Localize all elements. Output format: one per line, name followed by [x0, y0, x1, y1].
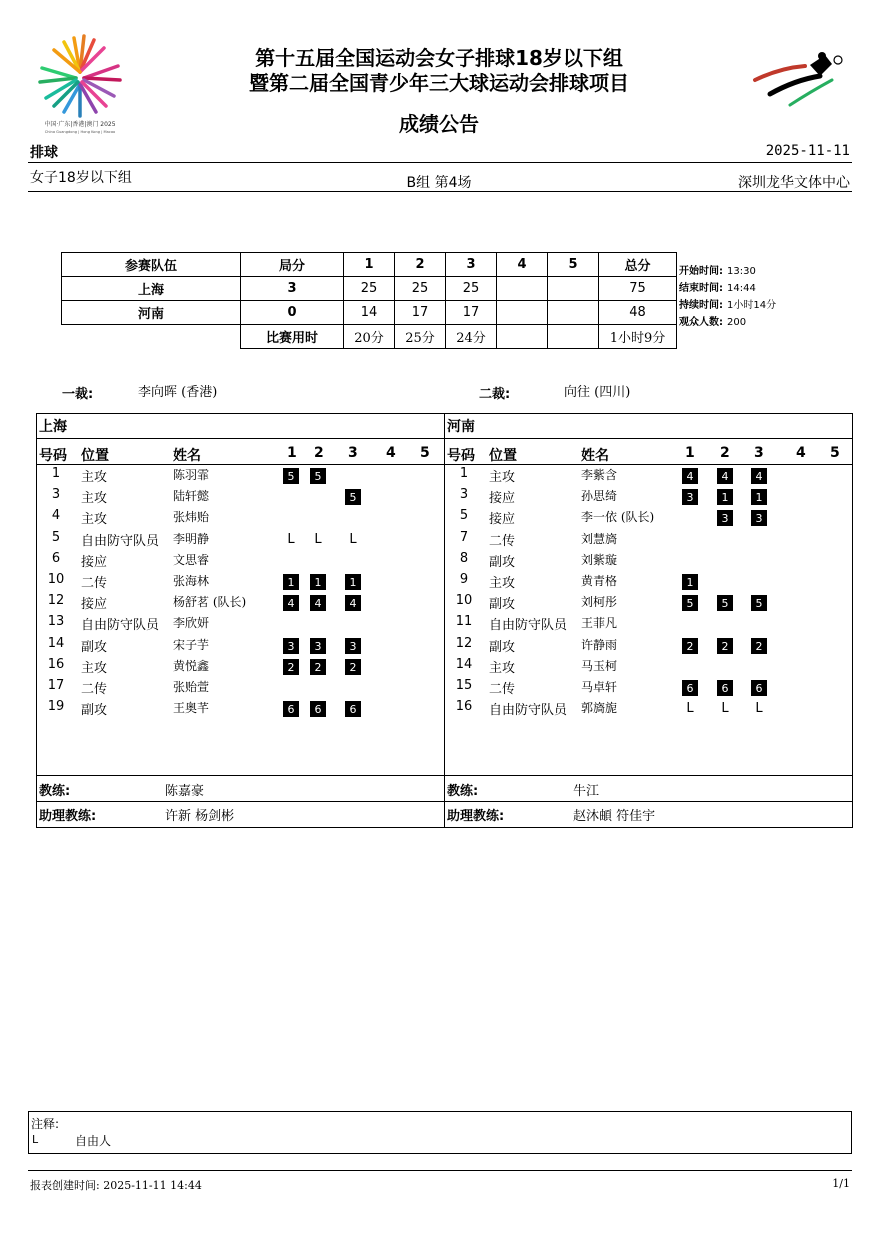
- player-name: 刘紫璇: [581, 552, 618, 567]
- rotation-position-badge: 4: [717, 468, 733, 484]
- player-name: 张贻萱: [173, 680, 210, 694]
- rotation-position-badge: 2: [283, 659, 299, 675]
- header-set-5: 5: [548, 253, 599, 277]
- team-b-set-3: 17: [446, 301, 497, 325]
- team-a-set-2: 25: [395, 277, 446, 301]
- category-label: 女子18岁以下组: [30, 170, 132, 186]
- player-position: 接应: [489, 512, 516, 528]
- player-row: [37, 466, 444, 487]
- header-set-2: 2: [314, 445, 324, 461]
- duration-label: 比赛用时: [241, 325, 344, 349]
- rotation-position-badge: 5: [283, 468, 299, 484]
- player-number: 8: [459, 550, 469, 566]
- player-row: [37, 551, 444, 572]
- rotation-position-badge: 2: [310, 659, 326, 675]
- roster-team-a-name: 上海: [39, 419, 67, 435]
- header-set-3: 3: [348, 445, 358, 461]
- player-name: 许静雨: [581, 637, 618, 652]
- rotation-position-badge: 1: [310, 574, 326, 590]
- header-number: 号码: [447, 448, 475, 464]
- title-line1: 第十五届全国运动会女子排球18岁以下组: [255, 46, 623, 70]
- rotation-position-badge: 6: [310, 701, 326, 717]
- rotation-position-badge: 5: [751, 595, 767, 611]
- player-position: 接应: [81, 554, 108, 570]
- duration-set-4: [497, 325, 548, 349]
- title-line2: 暨第二届全国青少年三大球运动会排球项目: [249, 71, 629, 95]
- player-position: 自由防守队员: [81, 618, 160, 634]
- player-name: 杨舒茗 (队长): [173, 595, 247, 610]
- player-row: [445, 466, 852, 487]
- header-set-1: 1: [287, 445, 297, 461]
- team-b-set-4: [497, 301, 548, 325]
- player-number: 11: [455, 614, 473, 630]
- rotation-position-badge: 2: [717, 638, 733, 654]
- player-name: 黄青格: [581, 574, 618, 588]
- player-row: [445, 487, 852, 508]
- libero-marker: L: [314, 531, 322, 547]
- score-table: [61, 252, 677, 349]
- libero-marker: L: [349, 531, 357, 547]
- header-sets: 局分: [241, 253, 344, 277]
- player-number: 19: [47, 699, 65, 715]
- rotation-position-badge: 4: [682, 468, 698, 484]
- player-position: 接应: [81, 597, 108, 613]
- player-name: 刘慧旖: [581, 531, 618, 546]
- header-set-5: 5: [420, 445, 430, 461]
- header-set-5: 5: [830, 445, 840, 461]
- player-position: 副攻: [489, 597, 516, 613]
- report-date: 2025-11-11: [765, 143, 850, 159]
- logo-text: 中国·广东|香港|澳门 2025: [44, 121, 116, 128]
- report-subtitle: 成绩公告: [399, 112, 479, 136]
- player-row: [445, 678, 852, 699]
- header-set-1: 1: [344, 253, 395, 277]
- second-referee: 向往 (四川): [564, 385, 631, 400]
- header-number: 号码: [39, 448, 67, 464]
- player-number: 10: [47, 572, 65, 587]
- player-position: 自由防守队员: [489, 703, 568, 719]
- team-a-sets-won: 3: [241, 277, 344, 301]
- header-set-3: 3: [754, 445, 764, 461]
- duration-set-2: 25分: [395, 325, 446, 349]
- player-position: 二传: [81, 682, 108, 697]
- player-position: 二传: [81, 576, 108, 591]
- score-row-team-a: [62, 277, 677, 301]
- player-position: 副攻: [489, 639, 516, 655]
- rotation-position-badge: 3: [751, 510, 767, 526]
- logo-subtext: China Guangdong | Hong Kong | Macao: [44, 130, 116, 134]
- libero-marker: L: [721, 701, 729, 717]
- first-referee: 李向晖 (香港): [138, 385, 218, 400]
- rotation-position-badge: 2: [345, 659, 361, 675]
- player-row: [37, 572, 444, 593]
- player-position: 副攻: [81, 639, 108, 655]
- rotation-position-badge: 6: [717, 680, 733, 696]
- player-row: [445, 657, 852, 678]
- score-header-row: [62, 253, 677, 277]
- duration-total: 1小时9分: [599, 325, 677, 349]
- rotation-position-badge: 1: [283, 574, 299, 590]
- player-position: 主攻: [81, 660, 108, 676]
- player-name: 李一依 (队长): [581, 510, 655, 525]
- notes-box: [28, 1111, 852, 1154]
- roster-panel-team-a: 上海 号码 位置 姓名 1 2 3 4 5 1 主攻 陈羽霏 5 5 3 主攻 陆轩懿 5 4 主攻 张炜贻 5 自由防守队员 李明静 L L L 6 接应 文思睿 10 二传 张海林 1 1 1 12 接应 杨舒茗 (队长) 4 4 4 13 自由防守队员 李欣妍 14 副攻 宋子芋 3 3 3 16 主攻 黄悦鑫 2 2 2 17 二传 张贻萱 19 副攻 王奥芊 6 6 6 教练: 陈嘉豪 助理教练: 许新 杨剑彬: [36, 413, 445, 828]
- player-row: [37, 678, 444, 699]
- player-number: 9: [459, 572, 469, 587]
- team-b-set-1: 14: [344, 301, 395, 325]
- rotation-position-badge: 5: [310, 468, 326, 484]
- start-time: 开始时间: 13:30: [679, 266, 756, 277]
- player-number: 14: [47, 635, 65, 651]
- player-number: 1: [51, 466, 61, 481]
- player-row: [445, 636, 852, 657]
- sport-label: 排球: [30, 145, 58, 161]
- player-name: 陈羽霏: [173, 468, 210, 482]
- player-position: 二传: [489, 533, 516, 549]
- team-a-set-3: 25: [446, 277, 497, 301]
- player-position: 主攻: [81, 512, 108, 528]
- duration-set-5: [548, 325, 599, 349]
- team-b-set-2: 17: [395, 301, 446, 325]
- player-name: 黄悦鑫: [173, 658, 210, 673]
- rotation-position-badge: 3: [345, 638, 361, 654]
- rotation-position-badge: 2: [682, 638, 698, 654]
- libero-marker: L: [287, 531, 295, 547]
- player-position: 主攻: [489, 576, 516, 591]
- page-number: 1/1: [832, 1177, 850, 1190]
- player-number: 6: [51, 550, 61, 566]
- player-number: 16: [455, 699, 473, 715]
- player-position: 副攻: [489, 554, 516, 570]
- rotation-position-badge: 6: [283, 701, 299, 717]
- note-code: L: [32, 1133, 39, 1146]
- player-number: 14: [455, 656, 473, 672]
- score-row-team-b: [62, 301, 677, 325]
- rotation-position-badge: 4: [345, 595, 361, 611]
- header-player-name: 姓名: [581, 448, 609, 464]
- player-row: [37, 636, 444, 657]
- header-set-1: 1: [685, 445, 695, 461]
- rotation-position-badge: 6: [345, 701, 361, 717]
- team-a-total: 75: [599, 277, 677, 301]
- rotation-position-badge: 1: [751, 489, 767, 505]
- player-name: 刘柯彤: [581, 595, 618, 610]
- player-name: 马玉柯: [581, 658, 618, 673]
- header-set-3: 3: [446, 253, 497, 277]
- header-set-2: 2: [720, 445, 730, 461]
- player-name: 李明静: [173, 531, 210, 546]
- player-name: 陆轩懿: [173, 489, 210, 504]
- divider: [28, 191, 852, 192]
- libero-marker: L: [686, 701, 694, 717]
- player-number: 17: [47, 678, 65, 693]
- team-b-set-5: [548, 301, 599, 325]
- player-position: 主攻: [489, 470, 516, 485]
- header-team: 参赛队伍: [62, 253, 241, 277]
- player-row: [445, 572, 852, 593]
- player-row: [445, 614, 852, 635]
- team-b-total: 48: [599, 301, 677, 325]
- duration-row: [62, 325, 677, 349]
- second-referee-label: 二裁:: [479, 387, 511, 402]
- player-name: 文思睿: [173, 552, 210, 567]
- rotation-position-badge: 2: [751, 638, 767, 654]
- rotation-position-badge: 4: [283, 595, 299, 611]
- rotation-position-badge: 6: [751, 680, 767, 696]
- player-position: 副攻: [81, 703, 108, 719]
- player-position: 二传: [489, 682, 516, 697]
- player-number: 1: [459, 466, 469, 481]
- duration-set-1: 20分: [344, 325, 395, 349]
- team-a-set-4: [497, 277, 548, 301]
- rotation-position-badge: 1: [717, 489, 733, 505]
- report-created: 报表创建时间: 2025-11-11 14:44: [30, 1179, 202, 1192]
- player-position: 主攻: [81, 491, 108, 507]
- player-name: 李欣妍: [173, 616, 210, 631]
- rotation-position-badge: 4: [751, 468, 767, 484]
- rotation-position-badge: 5: [345, 489, 361, 505]
- match-label: B组 第4场: [406, 175, 472, 191]
- libero-marker: L: [755, 701, 763, 717]
- team-b-sets-won: 0: [241, 301, 344, 325]
- rotation-position-badge: 3: [717, 510, 733, 526]
- elapsed-time: 持续时间: 1小时14分: [679, 300, 777, 311]
- team-b-name: 河南: [62, 301, 241, 325]
- player-number: 5: [51, 529, 61, 545]
- player-number: 3: [459, 487, 469, 503]
- end-time: 结束时间: 14:44: [679, 283, 756, 294]
- header-player-name: 姓名: [173, 448, 201, 464]
- player-name: 王奥芊: [173, 701, 210, 716]
- player-number: 3: [51, 487, 61, 503]
- rotation-position-badge: 3: [310, 638, 326, 654]
- player-row: [445, 593, 852, 614]
- player-name: 宋子芋: [173, 637, 210, 652]
- player-row: [37, 657, 444, 678]
- player-number: 7: [459, 529, 469, 545]
- rotation-position-badge: 4: [310, 595, 326, 611]
- rotation-position-badge: 6: [682, 680, 698, 696]
- player-position: 自由防守队员: [489, 618, 568, 634]
- header-total: 总分: [599, 253, 677, 277]
- header-set-4: 4: [796, 445, 806, 461]
- header-set-2: 2: [395, 253, 446, 277]
- header-set-4: 4: [386, 445, 396, 461]
- player-position: 接应: [489, 491, 516, 507]
- team-a-set-5: [548, 277, 599, 301]
- player-row: [37, 614, 444, 635]
- player-row: [37, 487, 444, 508]
- rotation-position-badge: 1: [345, 574, 361, 590]
- player-name: 王菲凡: [581, 616, 618, 631]
- player-row: [37, 593, 444, 614]
- player-name: 李紫含: [581, 468, 618, 482]
- player-number: 13: [47, 614, 65, 630]
- note-text: 自由人: [75, 1134, 112, 1148]
- player-number: 16: [47, 656, 65, 672]
- player-row: [37, 508, 444, 529]
- player-row: [445, 699, 852, 720]
- notes-label: 注释:: [31, 1117, 60, 1131]
- player-name: 马卓轩: [581, 680, 618, 694]
- player-row: [37, 699, 444, 720]
- venue-label: 深圳龙华文体中心: [738, 175, 850, 191]
- rotation-position-badge: 5: [682, 595, 698, 611]
- header-position: 位置: [489, 448, 517, 464]
- footer-divider: [28, 1170, 852, 1171]
- team-a-set-1: 25: [344, 277, 395, 301]
- player-name: 孙思绮: [581, 489, 618, 504]
- player-number: 12: [47, 593, 65, 609]
- first-referee-label: 一裁:: [62, 387, 94, 402]
- player-name: 张炜贻: [173, 510, 210, 525]
- attendance: 观众人数: 200: [679, 317, 747, 328]
- roster-panel-team-b: 河南 号码 位置 姓名 1 2 3 4 5 1 主攻 李紫含 4 4 4 3 接应 孙思绮 3 1 1 5 接应 李一依 (队长) 3 3 7 二传 刘慧旖 8 副攻 刘紫璇 9 主攻 黄青格 1 10 副攻 刘柯彤 5 5 5 11 自由防守队员 王菲凡 12 副攻 许静雨 2 2 2 14 主攻 马玉柯 15 二传 马卓轩 6 6 6 16 自由防守队员 郭旖旎 L L L 教练: 牛江 助理教练: 赵沐頔 符佳宇: [444, 413, 853, 828]
- rotation-position-badge: 5: [717, 595, 733, 611]
- player-row: [37, 530, 444, 551]
- player-number: 5: [459, 508, 469, 524]
- header-position: 位置: [81, 448, 109, 464]
- rotation-position-badge: 3: [283, 638, 299, 654]
- player-name: 张海林: [173, 574, 210, 588]
- player-position: 主攻: [81, 470, 108, 485]
- player-number: 12: [455, 635, 473, 651]
- player-number: 4: [51, 508, 61, 524]
- team-a-name: 上海: [62, 277, 241, 301]
- player-position: 自由防守队员: [81, 533, 160, 549]
- player-row: [445, 530, 852, 551]
- player-row: [445, 508, 852, 529]
- divider: [28, 162, 852, 163]
- player-number: 15: [455, 678, 473, 693]
- player-position: 主攻: [489, 660, 516, 676]
- rotation-position-badge: 3: [682, 489, 698, 505]
- header-set-4: 4: [497, 253, 548, 277]
- player-row: [445, 551, 852, 572]
- player-number: 10: [455, 593, 473, 609]
- duration-set-3: 24分: [446, 325, 497, 349]
- rotation-position-badge: 1: [682, 574, 698, 590]
- roster-team-b-name: 河南: [447, 419, 475, 435]
- player-name: 郭旖旎: [581, 701, 618, 716]
